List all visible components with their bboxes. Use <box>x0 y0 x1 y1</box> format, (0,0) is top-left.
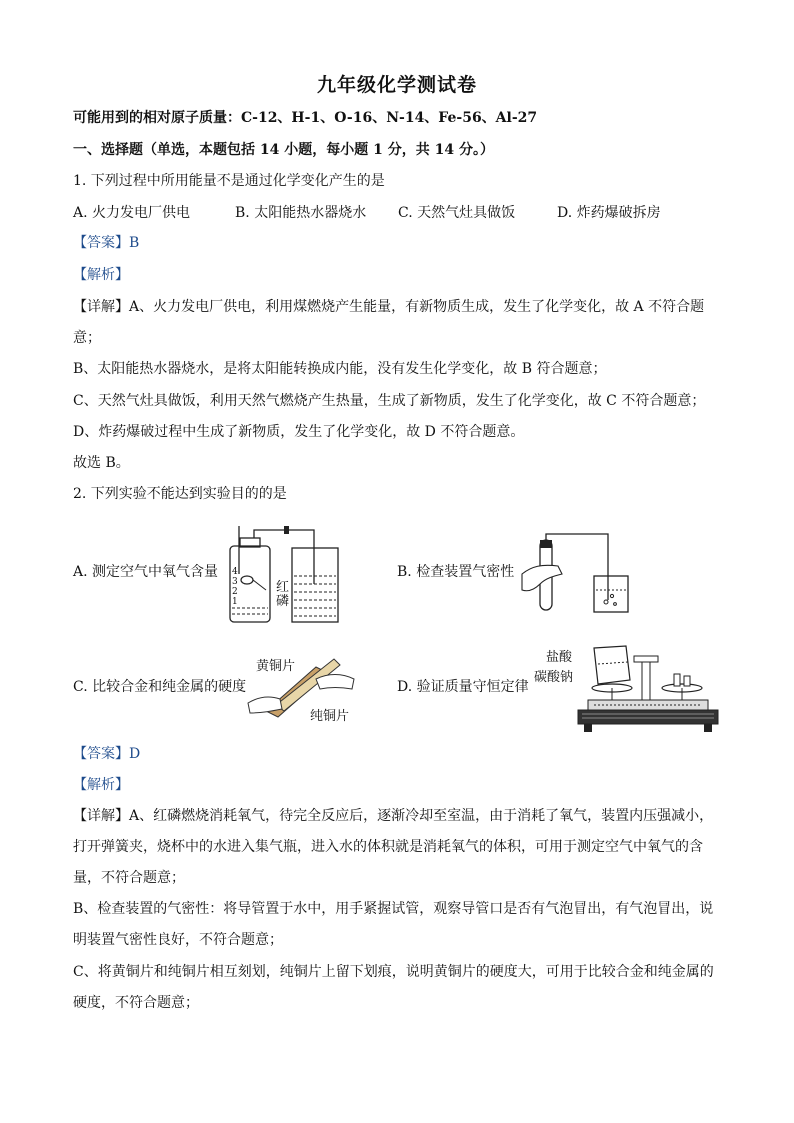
q1-option-b: B. 太阳能热水器烧水 <box>235 205 367 221</box>
q2-analysis-label: 【解析】 <box>73 777 129 793</box>
label-red: 红 <box>276 580 290 595</box>
q2-detail-b-1: B、检查装置的气密性：将导管置于水中，用手紧握试管，观察导管口是否有气泡冒出，有气泡冒出，说 <box>73 901 714 917</box>
q2-detail-a-3: 量，不符合题意； <box>73 870 185 886</box>
q2-option-a: A. 测定空气中氧气含量 <box>73 564 219 580</box>
q1-analysis-label: 【解析】 <box>73 267 129 283</box>
tick-1: 1 <box>232 597 238 607</box>
q1-conclusion: 故选 B。 <box>73 455 130 471</box>
question-1-stem: 1. 下列过程中所用能量不是通过化学变化产生的是 <box>73 173 385 189</box>
tick-4: 4 <box>232 567 238 577</box>
q2-option-b: B. 检查装置气密性 <box>397 564 515 580</box>
q1-option-c: C. 天然气灶具做饭 <box>398 205 516 221</box>
q1-detail-b: B、太阳能热水器烧水，是将太阳能转换成内能，没有发生化学变化，故 B 符合题意； <box>73 361 607 377</box>
page-title: 九年级化学测试卷 <box>316 74 477 96</box>
q1-answer: 【答案】B <box>73 235 140 251</box>
atomic-masses: 可能用到的相对原子质量：C-12、H-1、O-16、N-14、Fe-56、Al-27 <box>73 110 538 126</box>
q2-detail-b-2: 明装置气密性良好，不符合题意； <box>73 932 283 948</box>
q1-option-a: A. 火力发电厂供电 <box>73 205 191 221</box>
label-phosphorus: 磷 <box>276 594 290 609</box>
tick-3: 3 <box>232 577 238 587</box>
q1-detail-c: C、天然气灶具做饭，利用天然气燃烧产生热量，生成了新物质，发生了化学变化，故 C 不符合题意； <box>73 393 706 409</box>
mass-conservation-figure <box>534 640 722 736</box>
q2-answer: 【答案】D <box>73 746 141 762</box>
q1-option-d: D. 炸药爆破拆房 <box>557 205 661 221</box>
label-brass-sheet: 黄铜片 <box>256 659 296 674</box>
oxygen-content-apparatus-figure <box>222 524 342 626</box>
q2-option-d: D. 验证质量守恒定律 <box>397 679 529 695</box>
q1-detail-d: D、炸药爆破过程中生成了新物质，发生了化学变化，故 D 不符合题意。 <box>73 424 525 440</box>
q1-detail-a-cont: 意； <box>73 330 101 346</box>
label-sodium-carbonate: 碳酸钠 <box>534 670 574 685</box>
q2-option-c: C. 比较合金和纯金属的硬度 <box>73 679 247 695</box>
q1-detail-a: 【详解】A、火力发电厂供电，利用煤燃烧产生能量，有新物质生成，发生了化学变化，故 A 不符合题 <box>73 299 705 315</box>
airtightness-check-figure <box>518 530 638 616</box>
question-2-stem: 2. 下列实验不能达到实验目的的是 <box>73 486 287 502</box>
q2-detail-c-1: C、将黄铜片和纯铜片相互刻划，纯铜片上留下划痕，说明黄铜片的硬度大，可用于比较合金和纯金属的 <box>73 964 714 980</box>
alloy-hardness-figure <box>246 651 358 724</box>
tick-2: 2 <box>232 587 238 597</box>
section-heading: 一、选择题（单选，本题包括 14 小题，每小题 1 分，共 14 分。） <box>73 142 494 158</box>
q2-detail-c-2: 硬度，不符合题意； <box>73 995 199 1011</box>
q2-detail-a-2: 打开弹簧夹，烧杯中的水进入集气瓶，进入水的体积就是消耗氧气的体积，可用于测定空气中氧气的含 <box>73 839 703 855</box>
q2-detail-a-1: 【详解】A、红磷燃烧消耗氧气，待完全反应后，逐渐冷却至室温，由于消耗了氧气，装置内压强减小， <box>73 808 714 824</box>
label-hydrochloric-acid: 盐酸 <box>546 650 573 665</box>
label-pure-copper-sheet: 纯铜片 <box>310 709 350 724</box>
